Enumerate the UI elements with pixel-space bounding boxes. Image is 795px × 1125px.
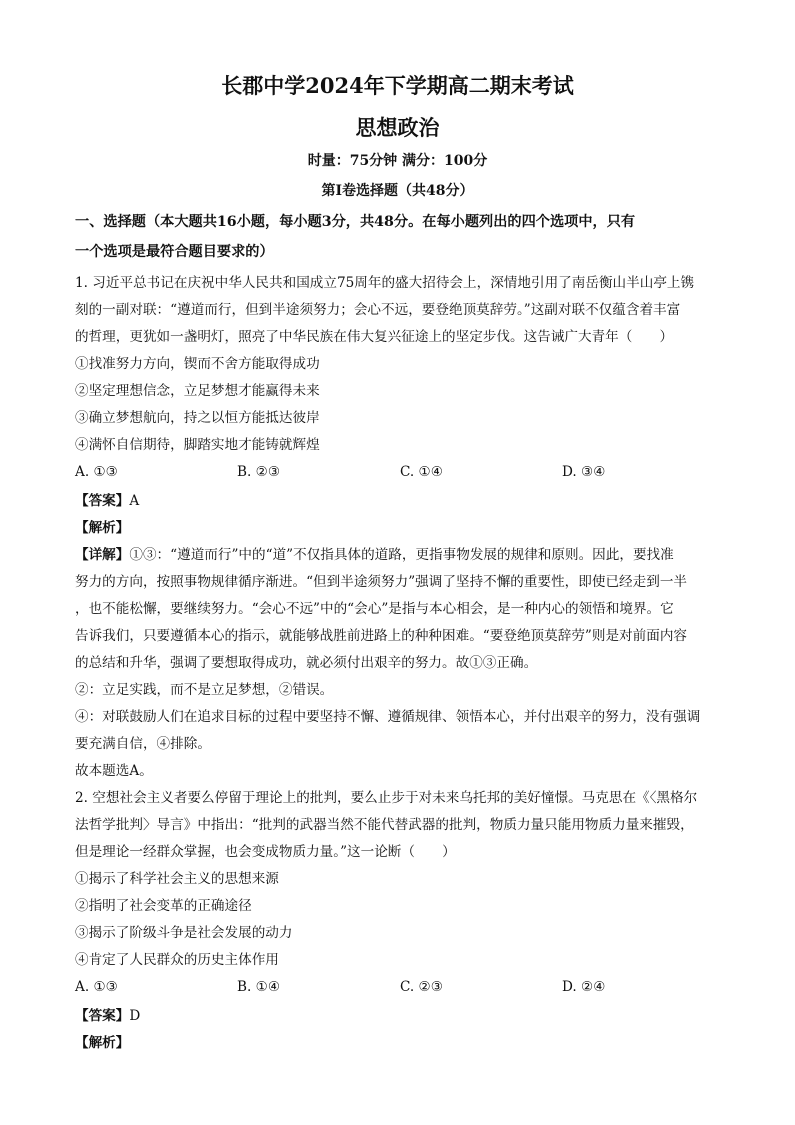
- section-heading-line-2: 一个选项是最符合题目要求的）: [75, 244, 274, 260]
- subject-title: 思想政治: [355, 115, 440, 140]
- exam-title: 长郡中学2024年下学期高二期末考试: [221, 73, 574, 98]
- q2-option-b: B. ①④: [237, 979, 281, 995]
- q2-item: ①揭示了科学社会主义的思想来源: [75, 871, 279, 887]
- q2-item: ③揭示了阶级斗争是社会发展的动力: [75, 925, 293, 941]
- q1-detail-line: 告诉我们，只要遵循本心的指示，就能够战胜前进路上的种种困难。“要登绝顶莫辞劳”则是对前面内容: [75, 628, 688, 644]
- q2-stem-line: 2. 空想社会主义者要么停留于理论上的批判，要么止步于对未来乌托邦的美好憧憬。马克思在《〈黑格尔: [75, 790, 698, 806]
- q1-detail-line: [75, 542, 725, 568]
- analysis-tag: 【解析】: [75, 1035, 130, 1051]
- q1-stem-line: 的哲理，更犹如一盏明灯，照亮了中华民族在伟大复兴征途上的坚定步伐。这告诫广大青年（ ）: [75, 329, 674, 345]
- q1-stem-line: 刻的一副对联：“遵道而行，但到半途须努力；会心不远，要登绝顶莫辞劳。”这副对联不仅蕴含着丰富: [75, 302, 681, 318]
- answer-tag: 【答案】: [75, 1008, 130, 1024]
- q1-option-b: B. ②③: [237, 464, 281, 480]
- part-title: 第Ⅰ卷选择题（共48分）: [321, 183, 474, 199]
- q2-item: ②指明了社会变革的正确途径: [75, 898, 252, 914]
- q1-item: ③确立梦想航向，持之以恒方能抵达彼岸: [75, 410, 320, 426]
- q1-options: [75, 459, 725, 485]
- q1-detail-line: ②：立足实践，而不是立足梦想，②错误。: [75, 682, 334, 698]
- q2-item: ④肯定了人民群众的历史主体作用: [75, 952, 279, 968]
- q1-item: ②坚定理想信念，立足梦想才能赢得未来: [75, 383, 320, 399]
- q2-analysis: [75, 1030, 725, 1056]
- exam-meta: 时量：75分钟 满分：100分: [307, 153, 488, 169]
- detail-tag: 【详解】: [75, 547, 130, 563]
- answer-tag: 【答案】: [75, 493, 130, 509]
- q1-detail-line: 要充满自信，④排除。: [75, 736, 211, 752]
- q1-option-c: C. ①④: [400, 464, 443, 480]
- q1-item: ④满怀自信期待，脚踏实地才能铸就辉煌: [75, 437, 320, 453]
- answer-value: A: [129, 493, 140, 509]
- q1-detail-line: ④：对联鼓励人们在追求目标的过程中要坚持不懈、遵循规律、领悟本心，并付出艰辛的努力，没有强调: [75, 709, 701, 725]
- analysis-tag: 【解析】: [75, 520, 130, 536]
- q2-option-c: C. ②③: [400, 979, 443, 995]
- q2-option-d: D. ②④: [562, 979, 606, 995]
- q2-stem-line: 但是理论一经群众掌握，也会变成物质力量。”这一论断（ ）: [75, 844, 456, 860]
- section-heading-line-1: 一、选择题（本大题共16小题，每小题3分，共48分。在每小题列出的四个选项中，只有: [75, 214, 636, 230]
- q1-detail-line: ，也不能松懈，要继续努力。“会心不远”中的“会心”是指与本心相会，是一种内心的领悟和境界。它: [75, 601, 674, 617]
- q1-stem-line: 1. 习近平总书记在庆祝中华人民共和国成立75周年的盛大招待会上，深情地引用了南岳衡山半山亭上镌: [75, 275, 695, 291]
- q1-analysis: [75, 515, 725, 541]
- answer-value: D: [129, 1008, 141, 1024]
- q2-options: [75, 974, 725, 1000]
- q2-option-a: A. ①③: [75, 979, 118, 995]
- detail-text: ①③：“遵道而行”中的“道”不仅指具体的道路，更指事物发展的规律和原则。因此，要找准: [129, 547, 674, 563]
- q1-item: ①找准努力方向，锲而不舍方能取得成功: [75, 356, 320, 372]
- q1-detail-line: 故本题选A。: [75, 763, 153, 779]
- q1-option-a: A. ①③: [75, 464, 118, 480]
- q1-answer: [75, 488, 725, 514]
- q1-detail-line: 的总结和升华，强调了要想取得成功，就必须付出艰辛的努力。故①③正确。: [75, 655, 538, 671]
- q1-detail-line: 努力的方向，按照事物规律循序渐进。“但到半途须努力”强调了坚持不懈的重要性，即使已经走到一半: [75, 574, 688, 590]
- q1-option-d: D. ③④: [562, 464, 606, 480]
- q2-stem-line: 法哲学批判〉导言》中指出：“批判的武器当然不能代替武器的批判，物质力量只能用物质力量来摧毁，: [75, 817, 694, 833]
- q2-answer: [75, 1003, 725, 1029]
